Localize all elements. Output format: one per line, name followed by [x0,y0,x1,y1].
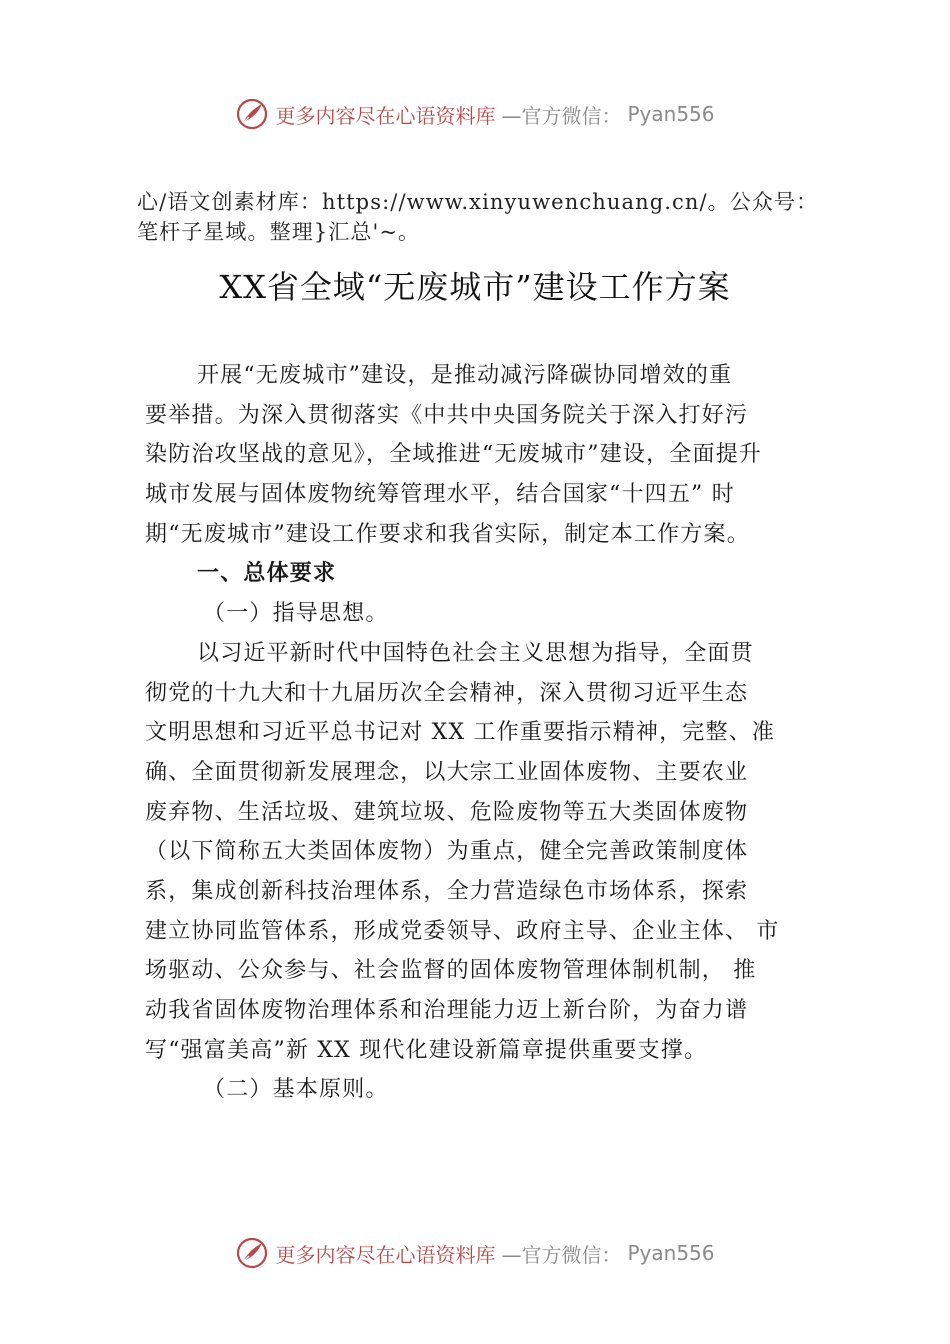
body-line: 开展“无废城市”建设，是推动减污降碳协同增效的重 [197,363,733,388]
body-line: 动我省固体废物治理体系和治理能力迈上新台阶，为奋力谱 [145,998,749,1023]
source-note-line-2: 笔杆子星域。整理}汇总'~。 [137,220,421,244]
watermark-main-text: 更多内容尽在心语资料库 [275,1242,496,1267]
section-heading-1: 一、总体要求 [197,561,337,587]
body-line: 期“无废城市”建设工作要求和我省实际，制定本工作方案。 [145,521,750,547]
quill-logo-icon [235,1236,269,1270]
subsection-heading-principles: （二）基本原则。 [203,1077,389,1103]
document-title: XX省全域“无废城市”建设工作方案 [219,268,731,306]
watermark-wechat-label: —官方微信： [501,1242,622,1267]
body-line: 系，集成创新科技治理体系，全力营造绿色市场体系，探索 [145,878,749,904]
source-note-line-1: 心/语文创素材库：https://www.xinyuwenchuang.cn/。公众号： [137,190,819,214]
source-note [137,187,857,247]
watermark-wechat-handle: Pyan556 [627,102,715,126]
body-line: 城市发展与固体废物统筹管理水平，结合国家“十四五” 时 [145,482,735,508]
body-line: 彻党的十九大和十九届历次全会精神，深入贯彻习近平生态 [145,680,749,706]
body-line: 写“强富美高”新 XX 现代化建设新篇章提供重要支撑。 [145,1037,708,1063]
body-line: 以习近平新时代中国特色社会主义思想为指导，全面贯 [197,640,754,666]
body-line: 文明思想和习近平总书记对 XX 工作重要指示精神，完整、准 [145,720,776,746]
document-body [145,356,835,1110]
body-line: 要举措。为深入贯彻落实《中共中央国务院关于深入打好污 [145,402,749,428]
body-line: 确、全面贯彻新发展理念，以大宗工业固体废物、主要农业 [145,759,749,785]
quill-logo-icon [235,97,269,131]
footer-watermark [0,1233,950,1273]
watermark-wechat-label: —官方微信： [501,103,622,128]
subsection-heading-guiding: （一）指导思想。 [203,601,389,627]
body-line: 染防治攻坚战的意见》，全域推进“无废城市”建设，全面提升 [145,442,763,468]
watermark-main-text: 更多内容尽在心语资料库 [275,103,496,128]
body-line: 建立协同监管体系，形成党委领导、政府主导、企业主体、 市 [145,918,780,944]
body-line: （以下简称五大类固体废物）为重点，健全完善政策制度体 [145,839,749,865]
header-watermark [0,94,950,134]
watermark-wechat-handle: Pyan556 [627,1241,715,1265]
body-line: 废弃物、生活垃圾、建筑垃圾、危险废物等五大类固体废物 [145,799,749,825]
body-line: 场驱动、公众参与、社会监督的固体废物管理体制机制， 推 [145,958,757,984]
